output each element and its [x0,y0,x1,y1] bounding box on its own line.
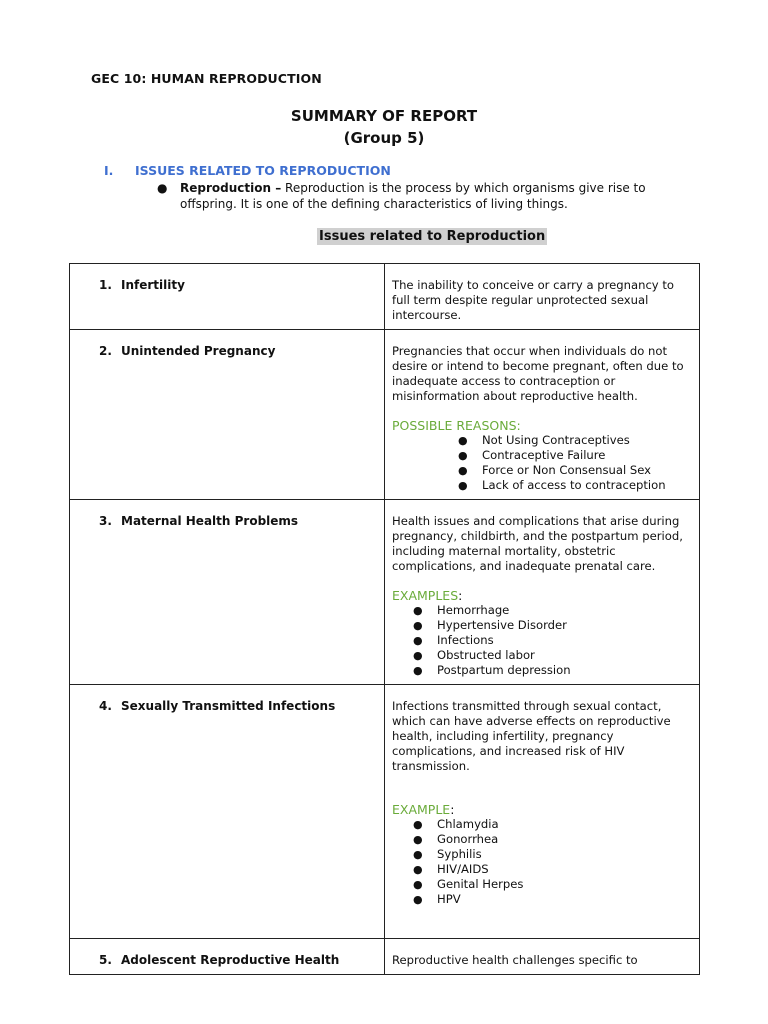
definition-text [180,180,657,212]
list-item-text: Force or Non Consensual Sex [482,463,652,477]
issue-cell [70,939,385,975]
list-label-text: EXAMPLE [392,802,451,817]
list-item-text: Contraceptive Failure [482,448,606,462]
issue-name: Sexually Transmitted Infections [121,699,336,713]
issue-number: 1. [99,278,112,292]
definition-bullet [157,180,657,212]
list-item [413,877,689,892]
title-line-1: SUMMARY OF REPORT [290,107,478,125]
issue-label [99,514,298,528]
definition-body: Reproduction is the process by which organisms give rise to offspring. It is one of the defining characteristics of living things. [180,181,646,211]
bullet-icon: ● [458,479,468,492]
issues-table [69,263,700,975]
issue-description: Health issues and complications that arise during pregnancy, childbirth, and the postpartum period, including maternal mortality, obstetric complications, and inadequate prenatal care. [392,514,683,573]
bullet-icon: ● [413,863,423,876]
issue-label [99,953,339,967]
issue-description: The inability to conceive or carry a pregnancy to full term despite regular unprotected sexual intercourse. [392,278,674,322]
bullet-icon: ● [157,181,168,195]
issue-label [99,344,275,358]
description-cell [385,500,700,685]
list-item [458,478,689,493]
list-item-text: Postpartum depression [437,663,571,677]
description-cell [385,939,700,975]
table-caption: Issues related to Reproduction [319,229,546,244]
bullet-icon: ● [458,449,468,462]
list-item [458,433,689,448]
issue-number: 3. [99,514,112,528]
issue-name: Unintended Pregnancy [121,344,276,358]
list-item [458,463,689,478]
examples-list [392,817,689,907]
list-item [413,847,689,862]
issue-description: Infections transmitted through sexual contact, which can have adverse effects on reproductive health, including infertility, pregnancy complications, and increased risk of HIV transmission. [392,699,671,773]
bullet-icon: ● [413,649,423,662]
list-item-text: Chlamydia [437,817,499,831]
bullet-icon: ● [413,619,423,632]
list-label [392,588,689,603]
list-label: POSSIBLE REASONS: [392,418,521,433]
description-cell [385,264,700,330]
list-item [413,817,689,832]
bullet-icon: ● [413,848,423,861]
list-item [413,663,689,678]
bullet-icon: ● [413,664,423,677]
issue-label [99,699,335,713]
list-label-colon: : [450,802,455,817]
list-label-text: EXAMPLES [392,588,459,603]
issue-description: Reproductive health challenges specific to [392,953,638,967]
list-item-text: Infections [437,633,494,647]
bullet-icon: ● [413,878,423,891]
issue-label [99,278,185,292]
list-item-text: HIV/AIDS [437,862,489,876]
issue-name: Maternal Health Problems [121,514,299,528]
bullet-icon: ● [413,833,423,846]
course-title: GEC 10: HUMAN REPRODUCTION [91,71,322,86]
bullet-icon: ● [413,604,423,617]
list-item [458,448,689,463]
definition-term: Reproduction – [180,181,282,195]
list-item-text: Genital Herpes [437,877,524,891]
issue-cell [70,264,385,330]
issue-number: 4. [99,699,112,713]
section-heading [104,163,391,178]
list-label [392,802,689,817]
issue-number: 2. [99,344,112,358]
table-row [70,685,700,939]
list-item-text: Hypertensive Disorder [437,618,567,632]
section-number: I. [104,163,114,178]
list-label-colon: : [458,588,463,603]
issue-name: Adolescent Reproductive Health [121,953,340,967]
reasons-list [392,433,689,493]
bullet-icon: ● [458,434,468,447]
document-title [0,105,768,149]
title-line-2: (Group 5) [343,129,425,147]
issue-cell [70,330,385,500]
list-item-text: Lack of access to contraception [482,478,666,492]
bullet-icon: ● [458,464,468,477]
list-item [413,832,689,847]
table-row [70,500,700,685]
table-row [70,264,700,330]
list-item-text: HPV [437,892,461,906]
issue-description: Pregnancies that occur when individuals do not desire or intend to become pregnant, often due to inadequate access to contraception or misinformation about reproductive health. [392,344,684,403]
issue-name: Infertility [121,278,185,292]
bullet-icon: ● [413,634,423,647]
table-row [70,939,700,975]
bullet-icon: ● [413,893,423,906]
list-item-text: Obstructed labor [437,648,535,662]
list-item [413,633,689,648]
list-item [413,618,689,633]
description-cell [385,330,700,500]
list-item [413,648,689,663]
list-item [413,862,689,877]
list-item-text: Gonorrhea [437,832,499,846]
bullet-icon: ● [413,818,423,831]
issue-cell [70,685,385,939]
list-item-text: Not Using Contraceptives [482,433,630,447]
issue-number: 5. [99,953,112,967]
list-item-text: Hemorrhage [437,603,510,617]
description-cell [385,685,700,939]
list-item [413,603,689,618]
examples-list [392,603,689,678]
table-row [70,330,700,500]
list-item-text: Syphilis [437,847,482,861]
issue-cell [70,500,385,685]
list-item [413,892,689,907]
section-title: ISSUES RELATED TO REPRODUCTION [135,163,391,178]
